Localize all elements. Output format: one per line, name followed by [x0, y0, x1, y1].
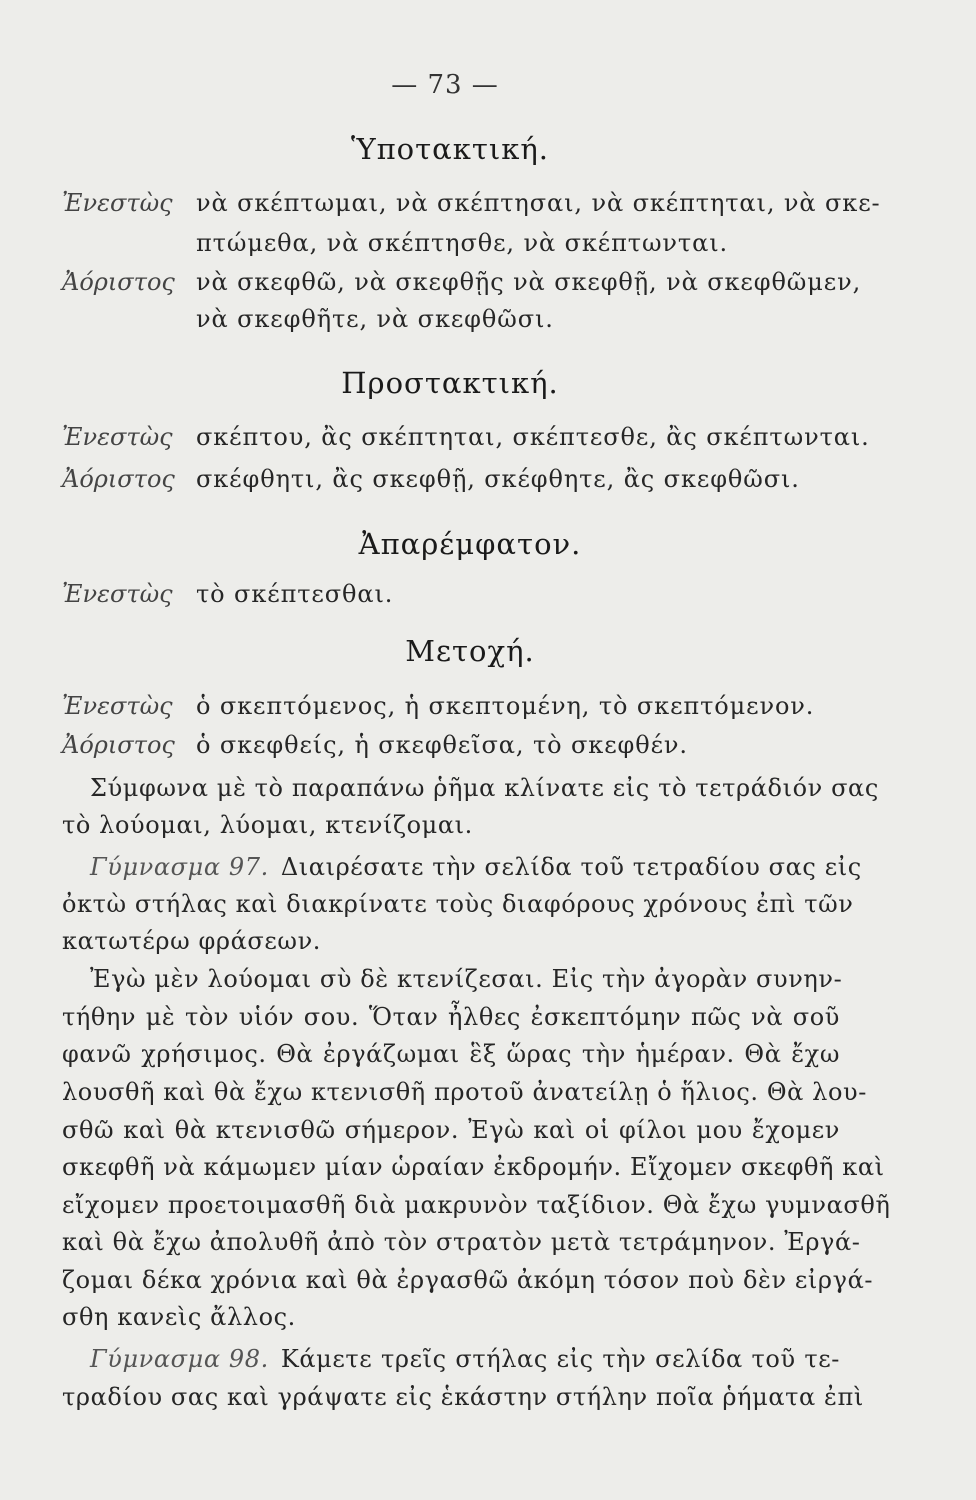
passage-line-1: Ἐγὼ μὲν λούομαι σὺ δὲ κτενίζεσαι. Εἰς τὴν ἀγορὰν συνην- [90, 965, 843, 993]
passage-line-8: καὶ θὰ ἔχω ἀπολυθῆ ἀπὸ τὸν στρατὸν μετὰ τετράμηνον. Ἐργά- [62, 1228, 861, 1256]
passage-line-10: σθη κανεὶς ἄλλος. [62, 1303, 296, 1331]
label-participle-aorist: Ἀόριστος [62, 731, 175, 759]
passage-line-3: φανῶ χρήσιμος. Θὰ ἐργάζωμαι ἓξ ὥρας τὴν ἡμέραν. Θὰ ἔχω [62, 1040, 840, 1068]
subjunctive-present-line-1: νὰ σκέπτωμαι, νὰ σκέπτησαι, νὰ σκέπτηται, νὰ σκε- [196, 189, 881, 217]
passage-line-9: ζομαι δέκα χρόνια καὶ θὰ ἐργασθῶ ἀκόμη τόσον ποὺ δὲν εἰργά- [62, 1266, 874, 1294]
passage-line-5: σθῶ καὶ θὰ κτενισθῶ σήμερον. Ἐγὼ καὶ οἱ φίλοι μου ἔχομεν [62, 1116, 840, 1144]
imperative-present-line: σκέπτου, ἂς σκέπτηται, σκέπτεσθε, ἂς σκέπτωνται. [196, 423, 870, 451]
passage-line-7: εἴχομεν προετοιμασθῆ διὰ μακρυνὸν ταξίδιον. Θὰ ἔχω γυμνασθῆ [62, 1191, 891, 1219]
exercise-98-line-2: τραδίου σας καὶ γράψατε εἰς ἑκάστην στήλην ποῖα ῥήματα ἐπὶ [62, 1383, 864, 1411]
label-infinitive-present: Ἐνεστὼς [62, 580, 173, 608]
passage-line-4: λουσθῆ καὶ θὰ ἔχω κτενισθῆ προτοῦ ἀνατείλῃ ὁ ἥλιος. Θὰ λου- [62, 1078, 867, 1106]
exercise-97-line-1-text: Διαιρέσατε τὴν σελίδα τοῦ τετραδίου σας εἰς [280, 853, 862, 881]
subjunctive-aorist-line-2: νὰ σκεφθῆτε, νὰ σκεφθῶσι. [196, 305, 554, 333]
label-subjunctive-aorist: Ἀόριστος [62, 268, 175, 296]
heading-infinitive: Ἀπαρέμφατον. [358, 527, 582, 561]
label-imperative-aorist: Ἀόριστος [62, 465, 175, 493]
exercise-98-line-1 [90, 1345, 840, 1373]
label-imperative-present: Ἐνεστὼς [62, 423, 173, 451]
subjunctive-aorist-line-1: νὰ σκεφθῶ, νὰ σκεφθῇς νὰ σκεφθῇ, νὰ σκεφθῶμεν, [196, 268, 862, 296]
heading-subjunctive: Ὑποτακτική. [350, 132, 550, 166]
subjunctive-present-line-2: πτώμεθα, νὰ σκέπτησθε, νὰ σκέπτωνται. [196, 229, 729, 257]
exercise-97-label: Γύμνασμα 97. [90, 853, 269, 881]
instruction-line-1: Σύμφωνα μὲ τὸ παραπάνω ῥῆμα κλίνατε εἰς τὸ τετράδιόν σας [90, 774, 879, 802]
imperative-aorist-line: σκέφθητι, ἂς σκεφθῇ, σκέφθητε, ἂς σκεφθῶσι. [196, 465, 800, 493]
instruction-line-2: τὸ λούομαι, λύομαι, κτενίζομαι. [62, 811, 473, 839]
participle-present-line: ὁ σκεπτόμενος, ἡ σκεπτομένη, τὸ σκεπτόμενον. [196, 692, 815, 720]
heading-imperative: Προστακτική. [341, 366, 559, 400]
exercise-98-line-1-text: Κάμετε τρεῖς στήλας εἰς τὴν σελίδα τοῦ τε- [280, 1345, 840, 1373]
exercise-98-label: Γύμνασμα 98. [90, 1345, 269, 1373]
label-participle-present: Ἐνεστὼς [62, 692, 173, 720]
infinitive-present-line: τὸ σκέπτεσθαι. [196, 580, 394, 608]
exercise-97-line-1 [90, 853, 862, 881]
exercise-97-line-2: ὀκτὼ στήλας καὶ διακρίνατε τοὺς διαφόρους χρόνους ἐπὶ τῶν [62, 890, 854, 918]
passage-line-2: τήθην μὲ τὸν υἱόν σου. Ὅταν ἦλθες ἐσκεπτόμην πῶς νὰ σοῦ [62, 1003, 840, 1031]
exercise-97-line-3: κατωτέρω φράσεων. [62, 927, 322, 955]
passage-line-6: σκεφθῆ νὰ κάμωμεν μίαν ὡραίαν ἐκδρομήν. Εἴχομεν σκεφθῆ καὶ [62, 1153, 885, 1181]
page-number: — 73 — [391, 70, 499, 100]
participle-aorist-line: ὁ σκεφθείς, ἡ σκεφθεῖσα, τὸ σκεφθέν. [196, 731, 688, 759]
label-subjunctive-present: Ἐνεστὼς [62, 189, 173, 217]
heading-participle: Μετοχή. [405, 634, 535, 668]
